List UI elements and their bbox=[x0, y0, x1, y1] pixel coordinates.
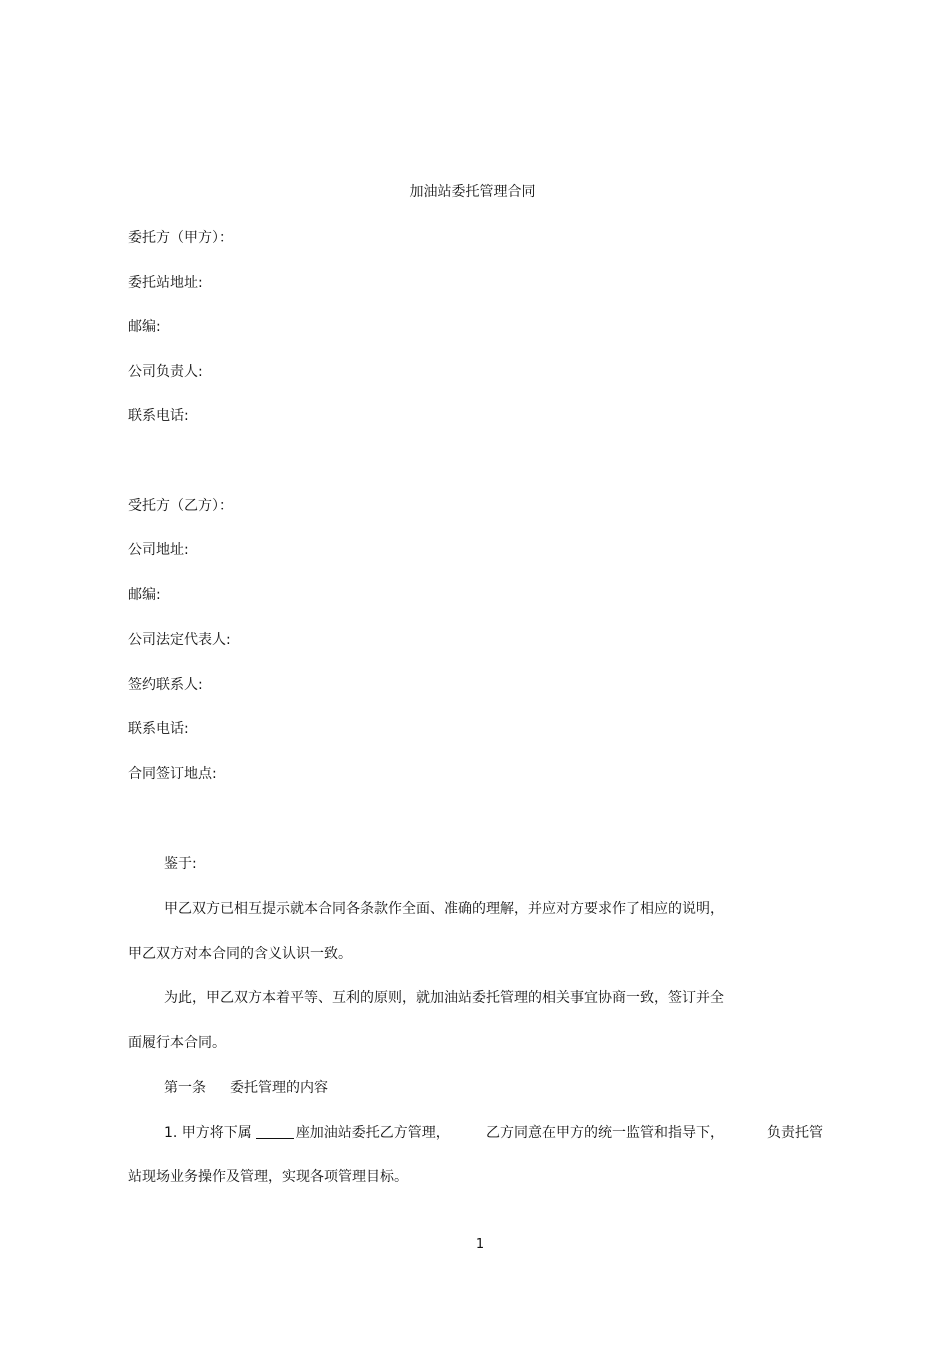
party-a-phone-label: 联系电话: bbox=[128, 408, 189, 424]
item-1-part-3: 乙方同意在甲方的统一监管和指导下， bbox=[486, 1125, 724, 1141]
party-a-address-label: 委托站地址: bbox=[128, 275, 203, 291]
party-b-address-label: 公司地址: bbox=[128, 542, 189, 558]
document-title: 加油站委托管理合同 bbox=[409, 184, 536, 200]
party-b-legal-rep-label: 公司法定代表人: bbox=[128, 632, 231, 648]
paragraph-1-line-1: 甲乙双方已相互提示就本合同各条款作全面、准确的理解，并应对方要求作了相应的说明， bbox=[164, 901, 724, 917]
paragraph-2-line-2: 面履行本合同。 bbox=[128, 1035, 226, 1051]
party-b-contact-label: 签约联系人: bbox=[128, 677, 203, 693]
party-b-heading: 受托方（乙方）： bbox=[128, 498, 233, 514]
fill-in-blank bbox=[256, 1124, 294, 1139]
item-1-line-1 bbox=[164, 1124, 450, 1142]
party-a-manager-label: 公司负责人: bbox=[128, 364, 203, 380]
party-b-phone-label: 联系电话: bbox=[128, 721, 189, 737]
party-a-heading: 委托方（甲方）： bbox=[128, 230, 233, 246]
article-1-title: 委托管理的内容 bbox=[230, 1080, 328, 1096]
item-1-part-2: 座加油站委托乙方管理， bbox=[295, 1125, 450, 1141]
page-number: 1 bbox=[475, 1237, 485, 1252]
paragraph-2-line-1: 为此，甲乙双方本着平等、互利的原则，就加油站委托管理的相关事宜协商一致，签订并全 bbox=[164, 990, 724, 1006]
paragraph-1-line-2: 甲乙双方对本合同的含义认识一致。 bbox=[128, 946, 352, 962]
item-1-prefix: 1. 甲方将下属 bbox=[164, 1125, 252, 1141]
item-1-line-2: 站现场业务操作及管理，实现各项管理目标。 bbox=[128, 1169, 408, 1185]
signing-place-label: 合同签订地点: bbox=[128, 766, 217, 782]
item-1-part-4: 负责托管 bbox=[767, 1125, 823, 1141]
whereas-text: 鉴于: bbox=[164, 856, 197, 872]
party-a-postcode-label: 邮编: bbox=[128, 319, 161, 335]
party-b-postcode-label: 邮编: bbox=[128, 587, 161, 603]
article-1-number: 第一条 bbox=[164, 1080, 206, 1096]
